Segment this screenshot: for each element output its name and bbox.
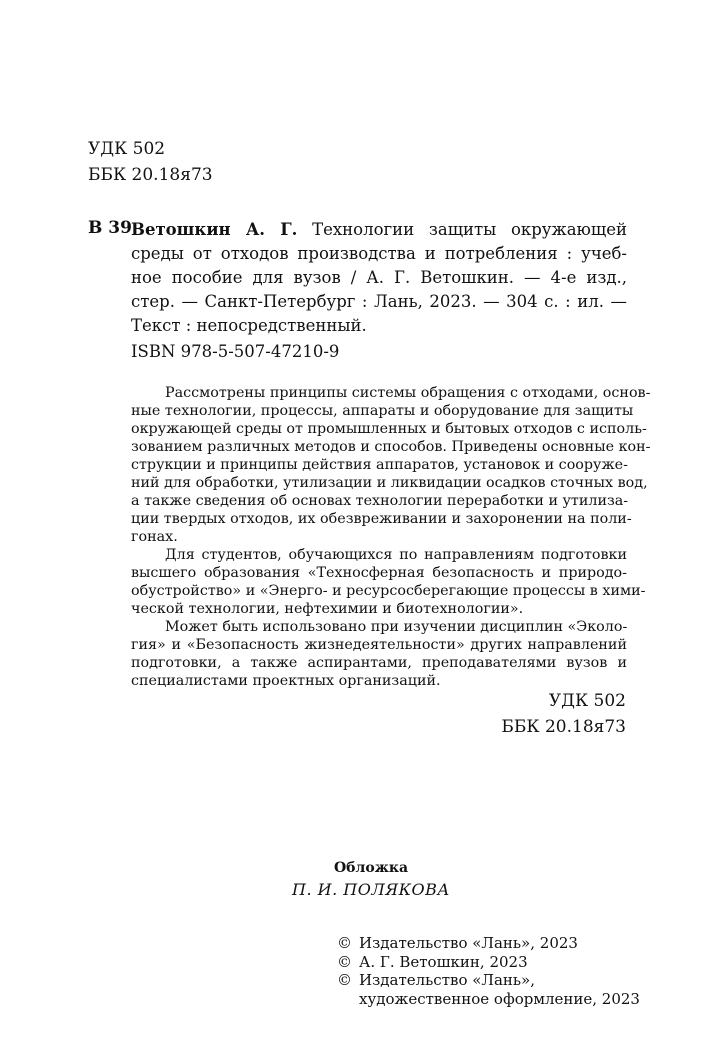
- copyright-row: [337, 971, 640, 990]
- copyright-row: [337, 953, 640, 972]
- annotation-line: Рассмотрены принципы системы обращения с отходами, основ-: [165, 385, 651, 401]
- annotation-line: Для студентов, обучающихся по направлениям подготовки: [165, 547, 627, 563]
- entry-title-start: Технологии защиты окружающей: [297, 220, 627, 239]
- entry-line: Текст : непосредственный.: [131, 316, 367, 335]
- annotation-line: подготовки, а также аспирантами, преподавателями вузов и: [131, 655, 627, 671]
- bbk-code: ББК 20.18я73: [501, 717, 626, 737]
- copyright-text: Издательство «Лань»,: [359, 971, 536, 989]
- annotation-line: ции твердых отходов, их обезвреживании и захоронении на поли-: [131, 511, 632, 527]
- entry-line: стер. — Санкт-Петербург : Лань, 2023. — 304 с. : ил. —: [131, 292, 627, 311]
- annotation-line: гия» и «Безопасность жизнедеятельности» других направлений: [131, 637, 627, 653]
- annotation-line: гонах.: [131, 529, 178, 545]
- annotation-line: Может быть использовано при изучении дисциплин «Эколо-: [165, 619, 628, 635]
- udk-code: УДК 502: [548, 691, 626, 711]
- annotation-line: обустройство» и «Энерго- и ресурсосберегающие процессы в хими-: [131, 583, 646, 599]
- cover-label: Обложка: [333, 860, 409, 876]
- entry-line: [131, 218, 627, 242]
- entry-line: ное пособие для вузов / А. Г. Ветошкин. — 4-е изд.,: [131, 268, 627, 287]
- udk-code: УДК 502: [88, 139, 166, 159]
- annotation-line: зованием различных методов и способов. Приведены основные кон-: [131, 439, 651, 455]
- annotation-line: окружающей среды от промышленных и бытовых отходов с исполь-: [131, 421, 647, 437]
- copyright-text: художественное оформление, 2023: [359, 989, 640, 1008]
- copyright-block: [337, 934, 640, 1008]
- bbk-code: ББК 20.18я73: [88, 165, 213, 185]
- cover-artist: П. И. ПОЛЯКОВА: [292, 880, 450, 899]
- annotation-line: ческой технологии, нефтехимии и биотехнологии».: [131, 601, 524, 617]
- isbn: ISBN 978-5-507-47210-9: [131, 342, 340, 361]
- copyright-icon: ©: [337, 971, 352, 989]
- copyright-text: Издательство «Лань», 2023: [359, 934, 578, 952]
- copyright-icon: ©: [337, 952, 352, 971]
- author-mark: В 39: [88, 218, 132, 238]
- entry-line: среды от отходов производства и потребления : учеб-: [131, 244, 627, 263]
- annotation: [131, 384, 651, 690]
- annotation-line: специалистами проектных организаций.: [131, 673, 441, 689]
- classification-block-bottom: [501, 688, 626, 740]
- copyright-text: А. Г. Ветошкин, 2023: [359, 952, 528, 971]
- classification-block-top: [88, 136, 213, 188]
- annotation-line: а также сведения об основах технологии переработки и утилиза-: [131, 493, 629, 509]
- bibliographic-entry: [131, 218, 627, 338]
- annotation-line: струкции и принципы действия аппаратов, установок и сооруже-: [131, 457, 628, 473]
- annotation-line: высшего образования «Техносферная безопасность и природо-: [131, 565, 627, 581]
- author-name: Ветошкин А. Г.: [131, 220, 298, 239]
- copyright-row: [337, 934, 640, 953]
- annotation-line: ний для обработки, утилизации и ликвидации осадков сточных вод,: [131, 475, 648, 491]
- copyright-icon: ©: [337, 934, 352, 952]
- annotation-line: ные технологии, процессы, аппараты и оборудование для защиты: [131, 403, 634, 419]
- copyright-row: [337, 990, 640, 1009]
